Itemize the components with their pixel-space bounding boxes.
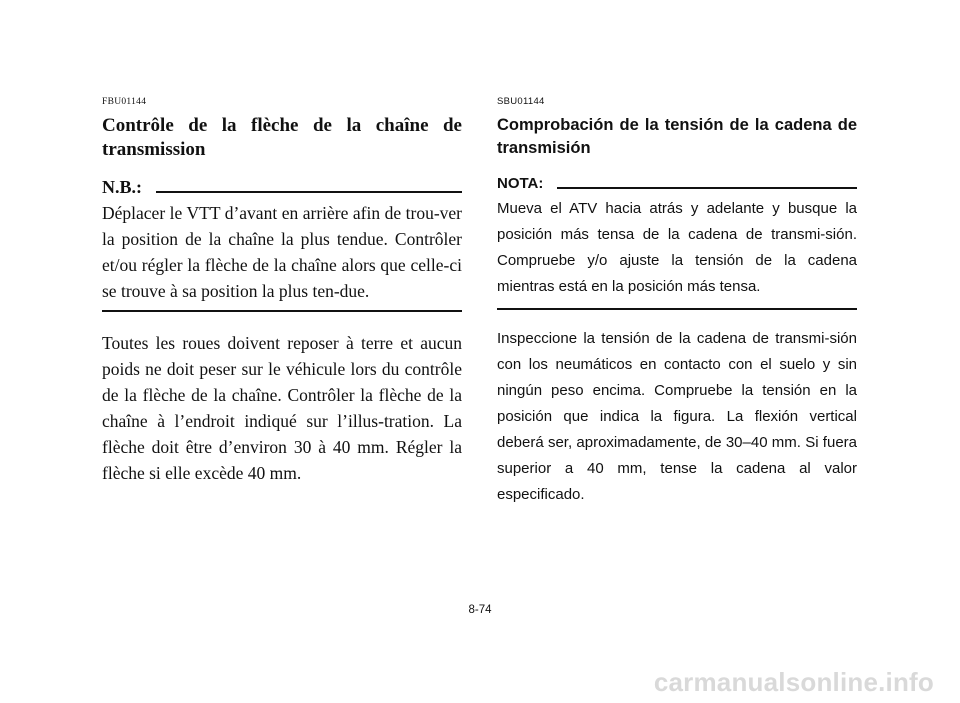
watermark: carmanualsonline.info	[653, 667, 934, 697]
body-text: Inspeccione la tensión de la cadena de transmi-sión con los neumáticos en contacto con el suelo y sin ningún peso encima. Compruebe la tensión en la posición que indica la figura. La flexión vertical deberá ser, aproximadamente, de 30–40 mm. Si fuera superior a 40 mm, tense la cadena al valor especificado.	[497, 330, 857, 503]
spanish-column	[497, 96, 857, 508]
french-column	[102, 96, 462, 486]
note-rule	[156, 191, 462, 193]
section-code: FBU01144	[102, 97, 147, 107]
note-rule	[557, 187, 857, 189]
section-code: SBU01144	[497, 96, 545, 107]
body-text: Toutes les roues doivent reposer à terre et aucun poids ne doit peser sur le véhicule lors du contrôle de la flèche de la chaîne. Contrôler la flèche de la chaîne à l’endroit indiqué sur l’illus-tration. La flèche doit être d’environ 30 à 40 mm. Régler la flèche si elle excède 40 mm.	[102, 333, 462, 483]
note-text: Déplacer le VTT d’avant en arrière afin de trou-ver la position de la chaîne la plus tendue. Contrôler et/ou régler la flèche de la chaîne alors que celle-ci se trouve à sa position la plus ten-due.	[102, 203, 462, 301]
note-label: N.B.:	[102, 177, 142, 197]
note-end-rule	[497, 308, 857, 310]
note-text: Mueva el ATV hacia atrás y adelante y busque la posición más tensa de la cadena de transmi-sión. Compruebe y/o ajuste la tensión de la cadena mientras está en la posición más tensa.	[497, 200, 857, 295]
note-header	[102, 176, 462, 198]
note-end-rule	[102, 310, 462, 312]
note-label: NOTA:	[497, 175, 544, 192]
note-header	[497, 174, 857, 194]
section-heading: Comprobación de la tensión de la cadena de transmisión	[497, 116, 857, 157]
section-heading: Contrôle de la flèche de la chaîne de transmission	[102, 115, 462, 160]
page-number: 8-74	[468, 604, 492, 616]
